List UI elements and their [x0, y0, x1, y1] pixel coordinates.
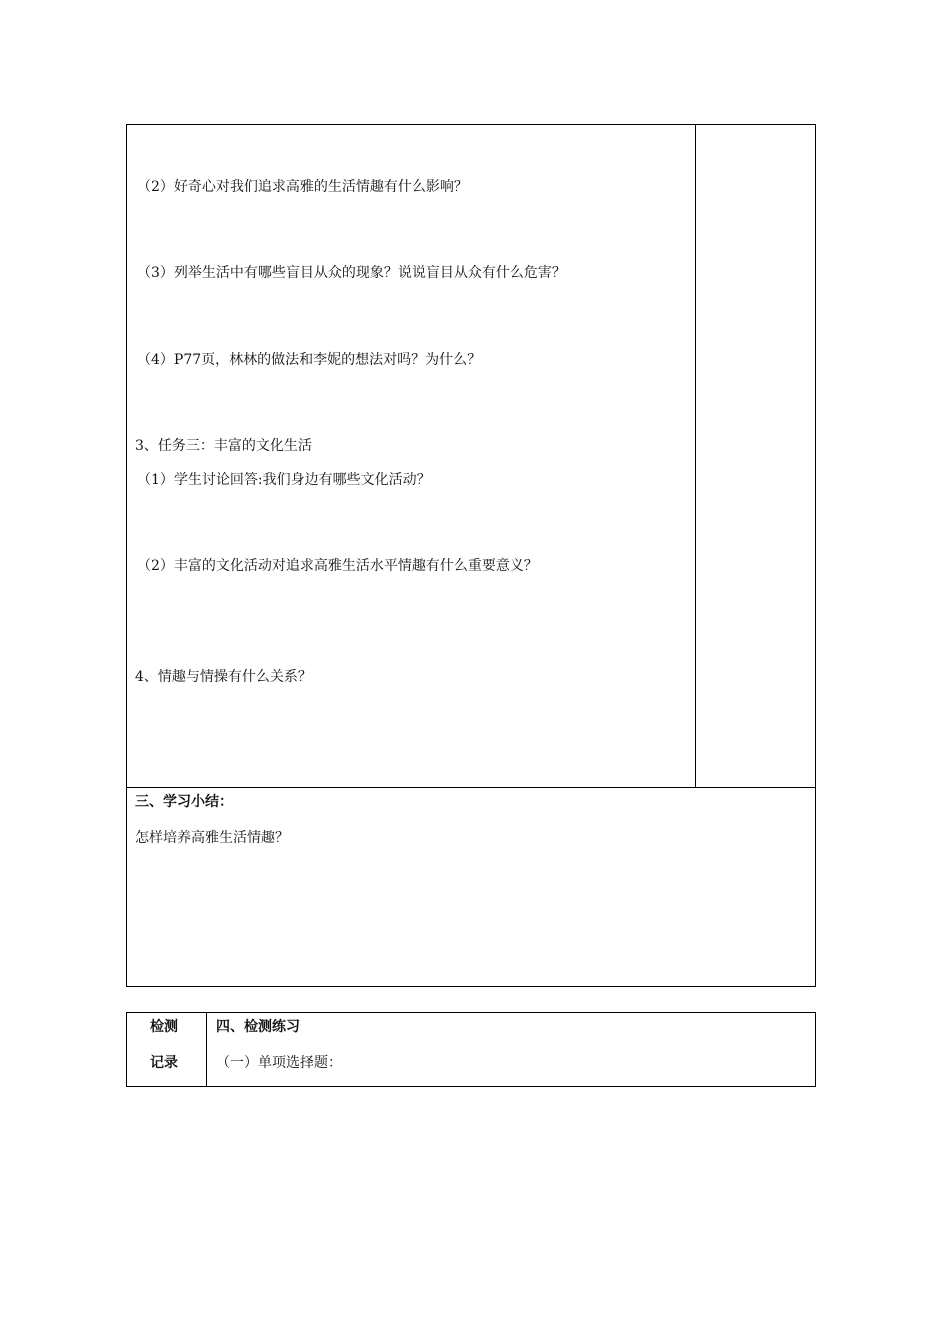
task-3-heading: 3、任务三：丰富的文化生活 [135, 438, 312, 454]
task-3-question-1: （1）学生讨论回答:我们身边有哪些文化活动？ [137, 472, 431, 488]
task-3-question-2: （2）丰富的文化活动对追求高雅生活水平情趣有什么重要意义？ [137, 558, 538, 574]
question-2: （2）好奇心对我们追求高雅的生活情趣有什么影响？ [137, 179, 468, 195]
main-table-row-divider [126, 787, 816, 788]
check-label-line2: 记录 [150, 1055, 178, 1071]
question-4: （4）P77页，林林的做法和李妮的想法对吗？为什么？ [137, 352, 482, 368]
main-table-column-divider [695, 124, 696, 788]
check-label-line1: 检测 [150, 1019, 178, 1035]
question-3: （3）列举生活中有哪些盲目从众的现象？说说盲目从众有什么危害？ [137, 265, 566, 281]
summary-question: 怎样培养高雅生活情趣？ [135, 830, 289, 846]
main-table [126, 124, 816, 987]
summary-heading: 三、学习小结： [135, 794, 233, 810]
section-4-question: 4、情趣与情操有什么关系？ [135, 669, 312, 685]
check-heading: 四、检测练习 [216, 1019, 300, 1035]
check-table-column-divider [206, 1012, 207, 1087]
check-subheading: （一）单项选择题： [216, 1055, 342, 1071]
